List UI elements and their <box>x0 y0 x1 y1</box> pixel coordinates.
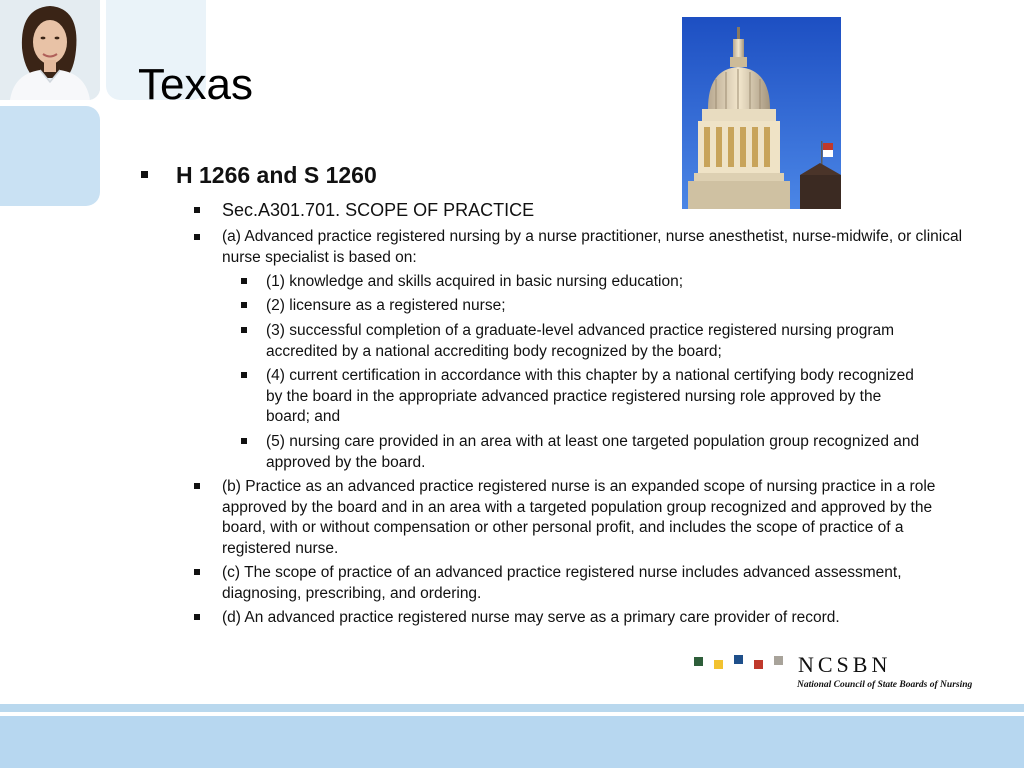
bullet-c: (c) The scope of practice of an advanced practice registered nurse includes advanced assessment, diagnosing, prescribing, and ordering. <box>222 564 902 602</box>
bullet-a5: (5) nursing care provided in an area with at least one targeted population group recognized and approved by the board. <box>266 433 920 471</box>
bullet-marker <box>241 278 247 284</box>
bullet-marker <box>241 327 247 333</box>
bullet-marker <box>241 302 247 308</box>
decorative-tile-left <box>0 106 100 206</box>
footer-stripe <box>0 704 1024 712</box>
bullet-a4: (4) current certification in accordance with this chapter by a national certifying body recognized by the board in the appropriate advanced practice registered nursing role approved by the board; and <box>266 367 914 425</box>
bullet-b: (b) Practice as an advanced practice registered nurse is an expanded scope of nursing practice in a role approved by the board and in an area with a targeted population group recognized and approved by the board, with or without compensation or other personal profit, and includes the scope of practice of a registered nurse. <box>222 478 936 557</box>
bullet-marker <box>241 438 247 444</box>
bullet-bill-numbers: H 1266 and S 1260 <box>176 162 377 188</box>
bullet-marker <box>141 171 148 178</box>
bullet-a1: (1) knowledge and skills acquired in basic nursing education; <box>266 273 684 290</box>
footer-band <box>0 716 1024 768</box>
presenter-photo <box>0 0 100 100</box>
texas-capitol-image <box>682 17 841 209</box>
bullet-marker <box>194 483 200 489</box>
ncsbn-tagline: National Council of State Boards of Nursing <box>797 680 973 690</box>
bullet-a: (a) Advanced practice registered nursing by a nurse practitioner, nurse anesthetist, nurse-midwife, or clinical nurse specialist is based on: <box>222 228 963 266</box>
ncsbn-logo <box>692 650 982 696</box>
bullet-a3: (3) successful completion of a graduate-level advanced practice registered nursing program accredited by a national accrediting body recognized by the board; <box>266 322 895 360</box>
bullet-marker <box>241 372 247 378</box>
bullet-marker <box>194 614 200 620</box>
bullet-marker <box>194 569 200 575</box>
woman-portrait-image <box>0 0 100 100</box>
ncsbn-wordmark: NCSBN <box>798 652 892 677</box>
bullet-marker <box>194 234 200 240</box>
ncsbn-logo-icon <box>692 650 982 696</box>
bullet-a2: (2) licensure as a registered nurse; <box>266 297 506 314</box>
bullet-section-heading: Sec.A301.701. SCOPE OF PRACTICE <box>222 200 535 220</box>
bullet-marker <box>194 207 200 213</box>
slide-title: Texas <box>138 60 253 109</box>
capitol-dome-icon <box>682 17 841 209</box>
bullet-d: (d) An advanced practice registered nurse may serve as a primary care provider of record. <box>222 609 840 626</box>
